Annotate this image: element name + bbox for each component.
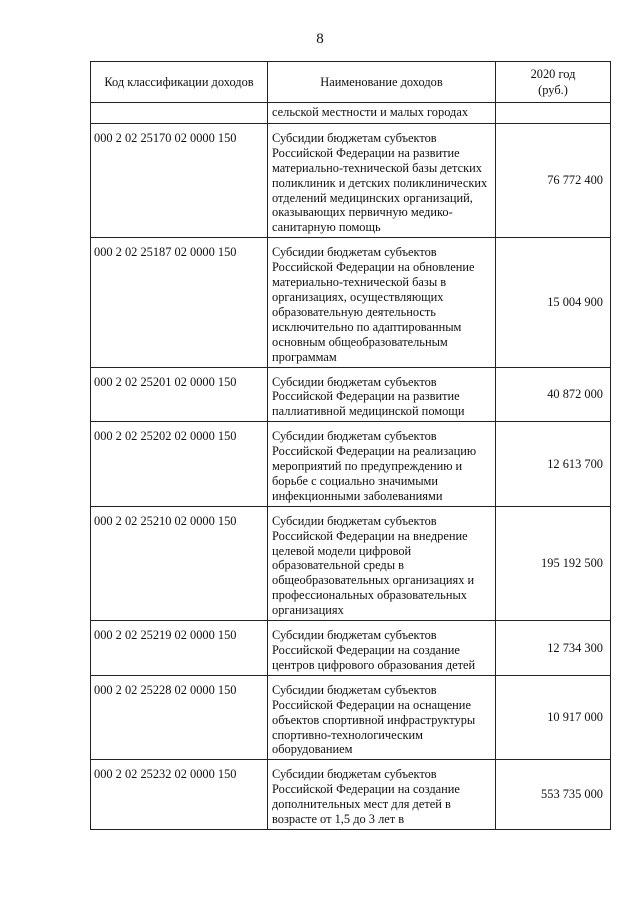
cell-name: Субсидии бюджетам субъектов Российской Федерации на создание дополнительных мест для детей в возрасте от 1,5 до 3 лет в: [268, 760, 496, 830]
table-row: [91, 506, 611, 620]
header-amount-line: 2020 год: [530, 67, 576, 81]
table-row: [91, 367, 611, 422]
cell-name: Субсидии бюджетам субъектов Российской Федерации на развитие материально-технической базы детских поликлиник и детских поликлинических отделений медицинских организаций, оказывающих первичную медико-санитарную помощь: [268, 123, 496, 237]
cell-code: [91, 103, 268, 124]
cell-code: 000 2 02 25232 02 0000 150: [91, 760, 268, 830]
cell-code: 000 2 02 25170 02 0000 150: [91, 123, 268, 237]
header-amount-line: (руб.): [538, 83, 568, 97]
cell-name: Субсидии бюджетам субъектов Российской Федерации на обновление материально-технической базы в организациях, осуществляющих образовательную деятельность исключительно по адаптированным основным общеобразовательным программам: [268, 238, 496, 367]
table-row: [91, 621, 611, 676]
cell-amount: 12 613 700: [496, 422, 611, 507]
cell-amount: 12 734 300: [496, 621, 611, 676]
cell-name: сельской местности и малых городах: [268, 103, 496, 124]
cell-amount: [496, 103, 611, 124]
cell-code: 000 2 02 25228 02 0000 150: [91, 675, 268, 760]
cell-name: Субсидии бюджетам субъектов Российской Федерации на реализацию мероприятий по предупреждению и борьбе с социально значимыми инфекционными заболеваниями: [268, 422, 496, 507]
table-row-continuation: [91, 103, 611, 124]
cell-name: Субсидии бюджетам субъектов Российской Федерации на внедрение целевой модели цифровой образовательной среды в общеобразовательных организациях и профессиональных образовательных организациях: [268, 506, 496, 620]
header-amount: [496, 62, 611, 103]
header-code: Код классификации доходов: [91, 62, 268, 103]
revenue-table: [90, 61, 611, 830]
cell-name: Субсидии бюджетам субъектов Российской Федерации на развитие паллиативной медицинской помощи: [268, 367, 496, 422]
table-row: [91, 675, 611, 760]
cell-code: 000 2 02 25210 02 0000 150: [91, 506, 268, 620]
cell-amount: 195 192 500: [496, 506, 611, 620]
table-header-row: [91, 62, 611, 103]
table-row: [91, 422, 611, 507]
table-body: [91, 103, 611, 830]
cell-amount: 553 735 000: [496, 760, 611, 830]
table-row: [91, 238, 611, 367]
header-name: Наименование доходов: [268, 62, 496, 103]
cell-code: 000 2 02 25219 02 0000 150: [91, 621, 268, 676]
cell-name: Субсидии бюджетам субъектов Российской Федерации на оснащение объектов спортивной инфраструктуры спортивно-технологическим оборудованием: [268, 675, 496, 760]
cell-amount: 76 772 400: [496, 123, 611, 237]
table-row: [91, 760, 611, 830]
cell-name: Субсидии бюджетам субъектов Российской Федерации на создание центров цифрового образования детей: [268, 621, 496, 676]
table-row: [91, 123, 611, 237]
cell-code: 000 2 02 25201 02 0000 150: [91, 367, 268, 422]
cell-amount: 15 004 900: [496, 238, 611, 367]
cell-amount: 40 872 000: [496, 367, 611, 422]
cell-code: 000 2 02 25202 02 0000 150: [91, 422, 268, 507]
cell-amount: 10 917 000: [496, 675, 611, 760]
page-number: 8: [316, 31, 324, 47]
cell-code: 000 2 02 25187 02 0000 150: [91, 238, 268, 367]
